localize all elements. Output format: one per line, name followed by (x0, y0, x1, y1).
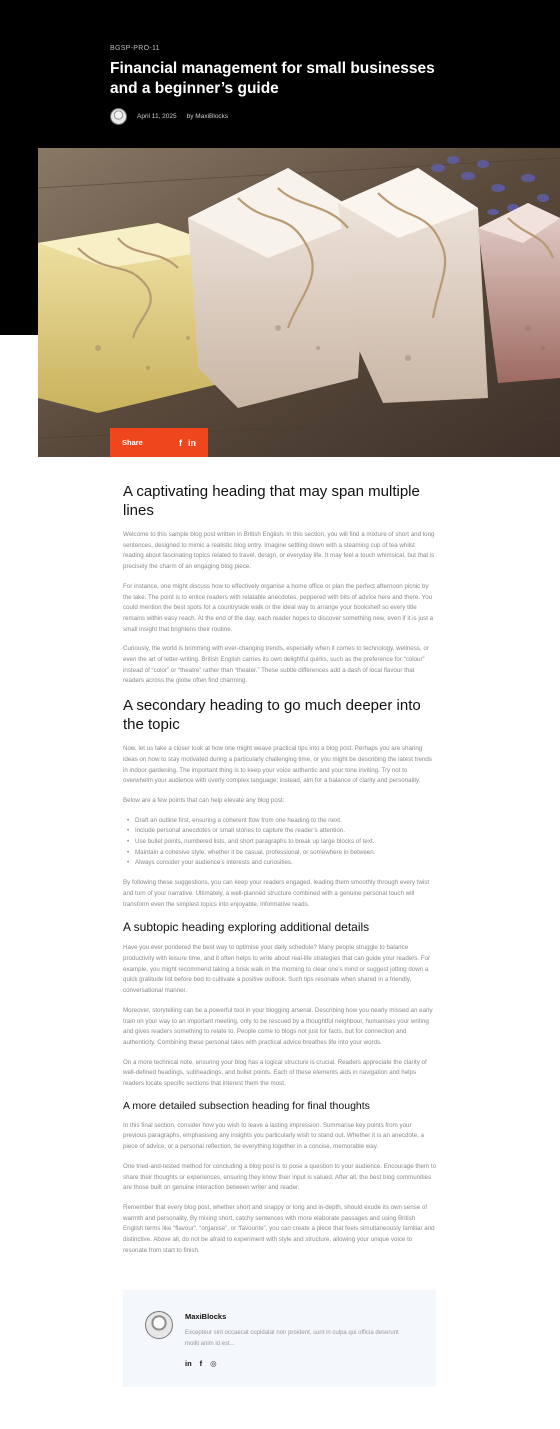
paragraph: On a more technical note, ensuring your blog has a logical structure is crucial. Readers appreciate the clarity of well-defined headings, subheadings, and bullet points. Each of these elements aids in navigation and helps readers locate specific sections that interest them the most. (123, 1058, 427, 1088)
author-avatar (145, 1311, 173, 1339)
paragraph: Have you ever pondered the best way to optimise your daily schedule? Many people struggle to balance productivity with leisure time, and it often helps to write about real-life strategies that can guide your readers. For example, you might recommend taking a brisk walk in the morning to clear one’s mind or suggest jotting down a quick gratitude list before bed to cultivate a positive outlook. Such tips resonate when shared in a friendly, conversational manner. (123, 944, 431, 995)
paragraph: Moreover, storytelling can be a powerful tool in your blogging arsenal. Describing how you nearly missed an early train on your way to an important meeting, only to be rescued by a thoughtful neighbour, humanises your writing and gives readers something to relate to. People come to blogs not just for facts, but for connection and authenticity. Combining these personal tales with practical advice breathes life into your words. (123, 1006, 433, 1046)
list-item: • Use bullet points, numbered lists, and short paragraphs to break up large blocks of text. (127, 837, 436, 848)
post-meta (110, 107, 228, 125)
author-avatar-small[interactable] (110, 108, 127, 125)
instagram-icon[interactable]: ◎ (210, 1359, 217, 1368)
page-title: Financial management for small businesses and a beginner’s guide (110, 60, 435, 97)
post-code: BGSP-PRO-11 (110, 45, 160, 52)
share-label: Share (122, 438, 143, 447)
paragraph: One tried-and-tested method for concluding a blog post is to pose a question to your audience. Encourage them to share their thoughts or experiences, ensuring they know their input is valued. After all, the best blog communities are those built on genuine interaction between writer and reader. (123, 1162, 437, 1192)
paragraph: Welcome to this sample blog post written in British English. In this section, you will find a mixture of short and long sentences, designed to mimic a realistic blog entry. Imagine settling down with a steaming cup of tea whilst reading about fascinating topics related to travel, design, or everyday life. It may feel a touch whimsical, but that is precisely the charm of an engaging blog piece. (123, 531, 435, 571)
list-item: • Maintain a cohesive style, whether it be casual, professional, or somewhere in between. (127, 848, 436, 859)
post-date: April 11, 2025 (137, 112, 177, 120)
tips-list (127, 816, 436, 870)
author-socials (185, 1359, 217, 1368)
hero-image (38, 148, 560, 457)
author-card (123, 1290, 436, 1387)
list-item: • Include personal anecdotes or small stories to capture the reader’s attention. (127, 826, 436, 837)
paragraph: For instance, one might discuss how to effectively organise a home office or plan the perfect afternoon picnic by the lake. The point is to entice readers with relatable anecdotes, peppered with bits of advice here and there. You could mention the best spots for a countryside walk or the ideal way to arrange your bookshelf so every title remains within easy reach. At the end of the day, each reader hopes to discover something new, even if it is just a small insight that brightens their routine. (123, 582, 434, 633)
paragraph: Below are a few points that can help elevate any blog post: (123, 796, 285, 804)
paragraph: Remember that every blog post, whether short and snappy or long and in-depth, should exude its own sense of warmth and personality. By mixing short, catchy sentences with more elaborate passages and using British English terms like “flavour”, “organise”, or “favourite”, you can create a piece that feels simultaneously familiar and distinctive. Above all, do not be afraid to experiment with style and structure, allowing your unique voice to resonate from start to finish. (123, 1203, 435, 1254)
heading-4: A more detailed subsection heading for final thoughts (123, 1099, 370, 1112)
facebook-icon[interactable]: f (179, 437, 182, 448)
author-bio: Excepteur sint occaecat cupidatat non proident, sunt in culpa qui officia deserunt mollit anim id est... (185, 1330, 399, 1347)
heading-1: A captivating heading that may span multiple lines (123, 483, 420, 519)
linkedin-icon[interactable]: in (188, 437, 196, 448)
paragraph: By following these suggestions, you can keep your readers engaged, leading them smoothly through every twist and turn of your narrative. Ultimately, a well-planned structure combined with a genuine personal touch will transform even the simplest topics into enjoyable, informative reads. (123, 879, 430, 908)
post-byline[interactable]: by MaxiBlocks (186, 112, 229, 120)
author-name[interactable]: MaxiBlocks (185, 1312, 227, 1321)
heading-3: A subtopic heading exploring additional details (123, 920, 370, 935)
share-bar (110, 428, 208, 457)
article-body (123, 482, 436, 1265)
paragraph: Now, let us take a closer look at how one might weave practical tips into a blog post. Perhaps you are sharing ideas on how to stay motivated during a particularly challenging time, or you might be describing the latest trends in indoor gardening. The important thing is to keep your voice authentic and your tone inviting. Try not to overwhelm your audience with overly complex language; instead, aim for a balance of clarity and personality. (123, 745, 432, 785)
list-item: • Always consider your audience’s interests and curiosities. (127, 858, 436, 869)
paragraph: Curiously, the world is brimming with ever-changing trends, especially when it comes to technology, wellness, or even the art of letter-writing. British English carries its own delightful quirks, such as the preference for “colour” instead of “color” or “theatre” rather than “theater.” These subtle differences add a dash of local flavour that readers across the globe often find charming. (123, 645, 429, 685)
facebook-icon[interactable]: f (199, 1359, 203, 1368)
linkedin-icon[interactable]: in (185, 1359, 192, 1368)
paragraph: In this final section, consider how you wish to leave a lasting impression. Summarise key points from your previous paragraphs, emphasising any insights you particularly wish to stand out. Whether it is an anecdote, a piece of advice, or a personal reflection, tie everything together in a concise, memorable way. (123, 1121, 424, 1151)
heading-2: A secondary heading to go much deeper into the topic (123, 697, 421, 734)
list-item: • Draft an outline first, ensuring a coherent flow from one heading to the next. (127, 816, 436, 827)
